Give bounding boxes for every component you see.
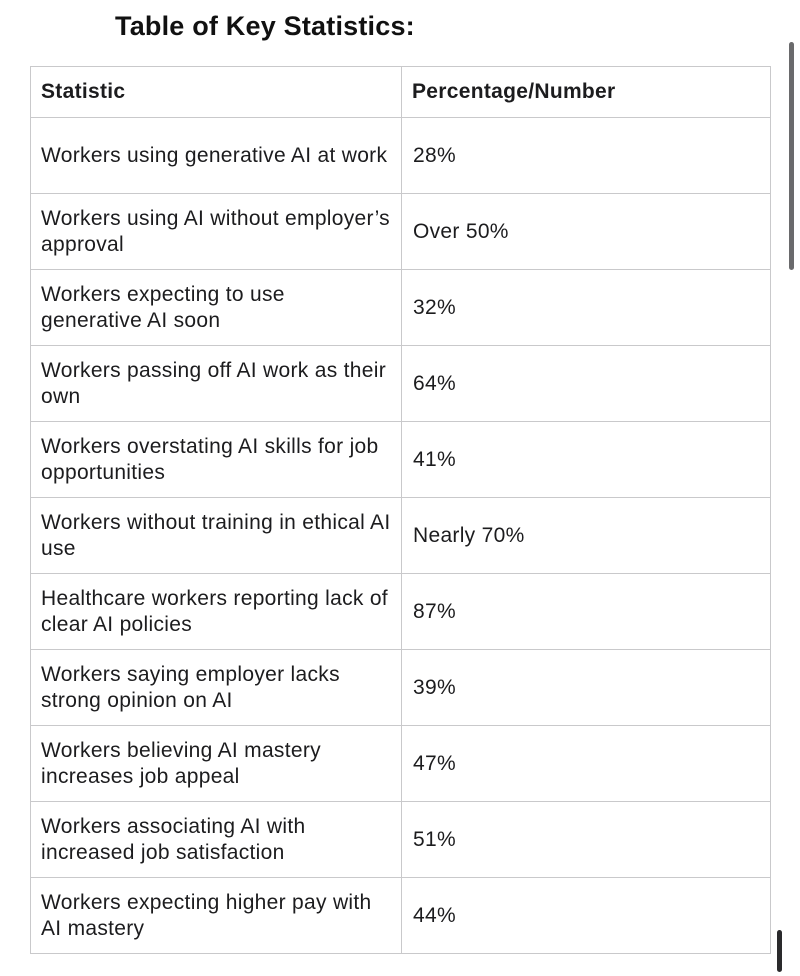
statistic-cell: Workers overstating AI skills for job opportunities — [31, 422, 402, 498]
table-row — [31, 802, 771, 878]
statistic-cell: Workers expecting to use generative AI soon — [31, 270, 402, 346]
statistic-cell: Workers using generative AI at work — [31, 118, 402, 194]
vertical-scrollbar[interactable] — [789, 42, 794, 270]
column-header-percentage-number: Percentage/Number — [402, 67, 771, 118]
table-row — [31, 574, 771, 650]
statistics-table — [30, 66, 771, 954]
horizontal-scroll-indicator[interactable] — [777, 930, 782, 972]
statistic-cell: Workers saying employer lacks strong opinion on AI — [31, 650, 402, 726]
statistic-cell: Workers believing AI mastery increases job appeal — [31, 726, 402, 802]
value-cell: Over 50% — [402, 194, 771, 270]
statistic-cell: Workers passing off AI work as their own — [31, 346, 402, 422]
value-cell: 87% — [402, 574, 771, 650]
value-cell: 28% — [402, 118, 771, 194]
value-cell: 47% — [402, 726, 771, 802]
table-header-row — [31, 67, 771, 118]
value-cell: 41% — [402, 422, 771, 498]
table-row — [31, 650, 771, 726]
table-row — [31, 422, 771, 498]
table-row — [31, 270, 771, 346]
value-cell: Nearly 70% — [402, 498, 771, 574]
column-header-statistic: Statistic — [31, 67, 402, 118]
table-row — [31, 498, 771, 574]
value-cell: 44% — [402, 878, 771, 954]
value-cell: 64% — [402, 346, 771, 422]
statistic-cell: Workers associating AI with increased job satisfaction — [31, 802, 402, 878]
value-cell: 51% — [402, 802, 771, 878]
table-row — [31, 878, 771, 954]
statistic-cell: Healthcare workers reporting lack of clear AI policies — [31, 574, 402, 650]
statistic-cell: Workers using AI without employer’s approval — [31, 194, 402, 270]
statistic-cell: Workers expecting higher pay with AI mastery — [31, 878, 402, 954]
table-row — [31, 726, 771, 802]
value-cell: 39% — [402, 650, 771, 726]
page-title: Table of Key Statistics: — [115, 11, 415, 41]
statistic-cell: Workers without training in ethical AI use — [31, 498, 402, 574]
table-row — [31, 194, 771, 270]
table-row — [31, 346, 771, 422]
value-cell: 32% — [402, 270, 771, 346]
table-row — [31, 118, 771, 194]
